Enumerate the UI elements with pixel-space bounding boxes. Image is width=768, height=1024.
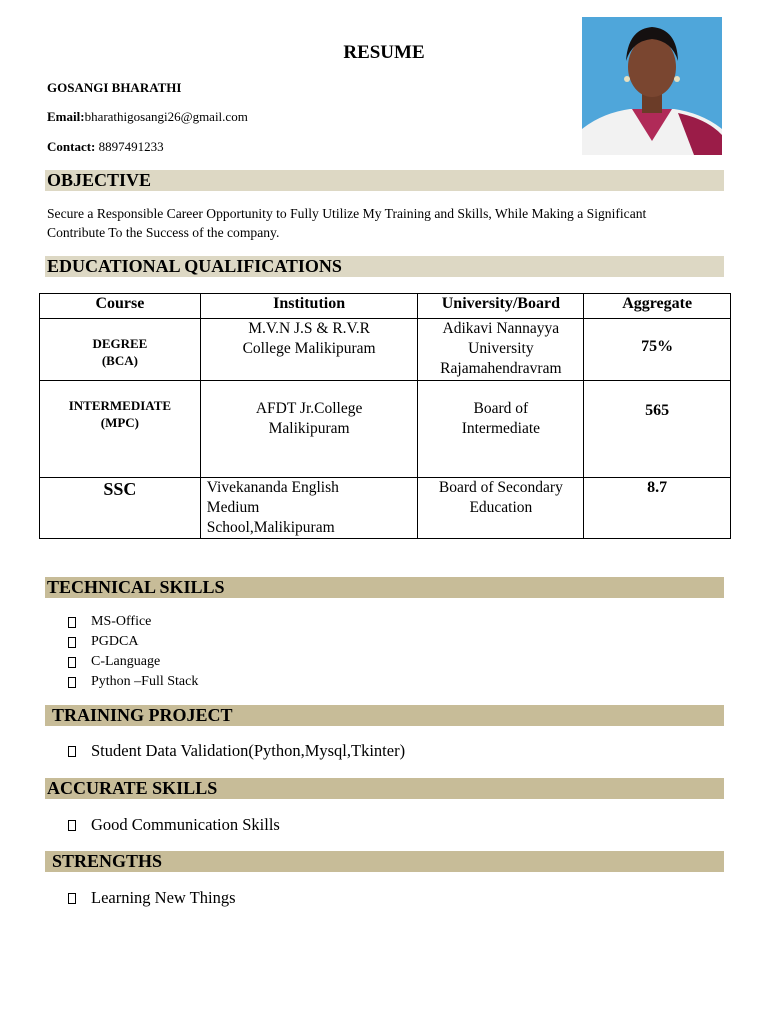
education-table bbox=[39, 293, 731, 539]
bullet-box-icon bbox=[68, 617, 76, 628]
list-item: PGDCA bbox=[68, 632, 198, 652]
bullet-box-icon bbox=[68, 746, 76, 757]
list-item: Student Data Validation(Python,Mysql,Tkinter) bbox=[68, 741, 405, 761]
profile-photo bbox=[582, 17, 722, 155]
resume-title: RESUME bbox=[343, 42, 425, 63]
column-header: University/Board bbox=[418, 294, 584, 319]
email-line bbox=[47, 109, 248, 125]
column-header: Aggregate bbox=[584, 294, 731, 319]
candidate-name: GOSANGI BHARATHI bbox=[47, 80, 182, 95]
institution-cell: M.V.N J.S & R.V.R College Malikipuram bbox=[200, 319, 418, 381]
aggregate-cell: 75% bbox=[584, 319, 731, 381]
aggregate-cell: 8.7 bbox=[584, 478, 731, 539]
bullet-box-icon bbox=[68, 637, 76, 648]
list-item: Learning New Things bbox=[68, 888, 236, 908]
table-row bbox=[40, 381, 731, 478]
course-cell: SSC bbox=[40, 478, 201, 539]
course-cell: DEGREE (BCA) bbox=[40, 319, 201, 381]
list-item: Good Communication Skills bbox=[68, 815, 280, 835]
bullet-box-icon bbox=[68, 893, 76, 904]
table-row bbox=[40, 319, 731, 381]
table-header-row bbox=[40, 294, 731, 319]
table-row bbox=[40, 478, 731, 539]
list-item: Python –Full Stack bbox=[68, 672, 198, 692]
contact-label: Contact: bbox=[47, 139, 96, 154]
course-cell: INTERMEDIATE (MPC) bbox=[40, 381, 201, 478]
objective-text: Secure a Responsible Career Opportunity to Fully Utilize My Training and Skills, While Making a Significant Contribute To the Success of the company. bbox=[47, 206, 647, 240]
column-header: Course bbox=[40, 294, 201, 319]
board-cell: Board of Intermediate bbox=[418, 381, 584, 478]
technical-skills-list bbox=[68, 612, 198, 692]
list-item: MS-Office bbox=[68, 612, 198, 632]
training-project-heading: TRAINING PROJECT bbox=[45, 705, 724, 726]
list-item: C-Language bbox=[68, 652, 198, 672]
aggregate-cell: 565 bbox=[584, 381, 731, 478]
accurate-skills-heading: ACCURATE SKILLS bbox=[45, 778, 724, 799]
institution-cell: AFDT Jr.College Malikipuram bbox=[200, 381, 418, 478]
bullet-box-icon bbox=[68, 677, 76, 688]
technical-skills-heading: TECHNICAL SKILLS bbox=[45, 577, 724, 598]
email-value: bharathigosangi26@gmail.com bbox=[84, 109, 248, 124]
email-label: Email: bbox=[47, 109, 85, 124]
contact-line bbox=[47, 139, 164, 155]
bullet-box-icon bbox=[68, 657, 76, 668]
bullet-box-icon bbox=[68, 820, 76, 831]
education-heading: EDUCATIONAL QUALIFICATIONS bbox=[45, 256, 724, 277]
objective-heading: OBJECTIVE bbox=[45, 170, 724, 191]
board-cell: Adikavi Nannayya University Rajamahendravram bbox=[418, 319, 584, 381]
board-cell: Board of Secondary Education bbox=[418, 478, 584, 539]
strengths-heading: STRENGTHS bbox=[45, 851, 724, 872]
institution-cell: Vivekananda English Medium School,Malikipuram bbox=[200, 478, 418, 539]
contact-value: 8897491233 bbox=[98, 139, 164, 154]
column-header: Institution bbox=[200, 294, 418, 319]
